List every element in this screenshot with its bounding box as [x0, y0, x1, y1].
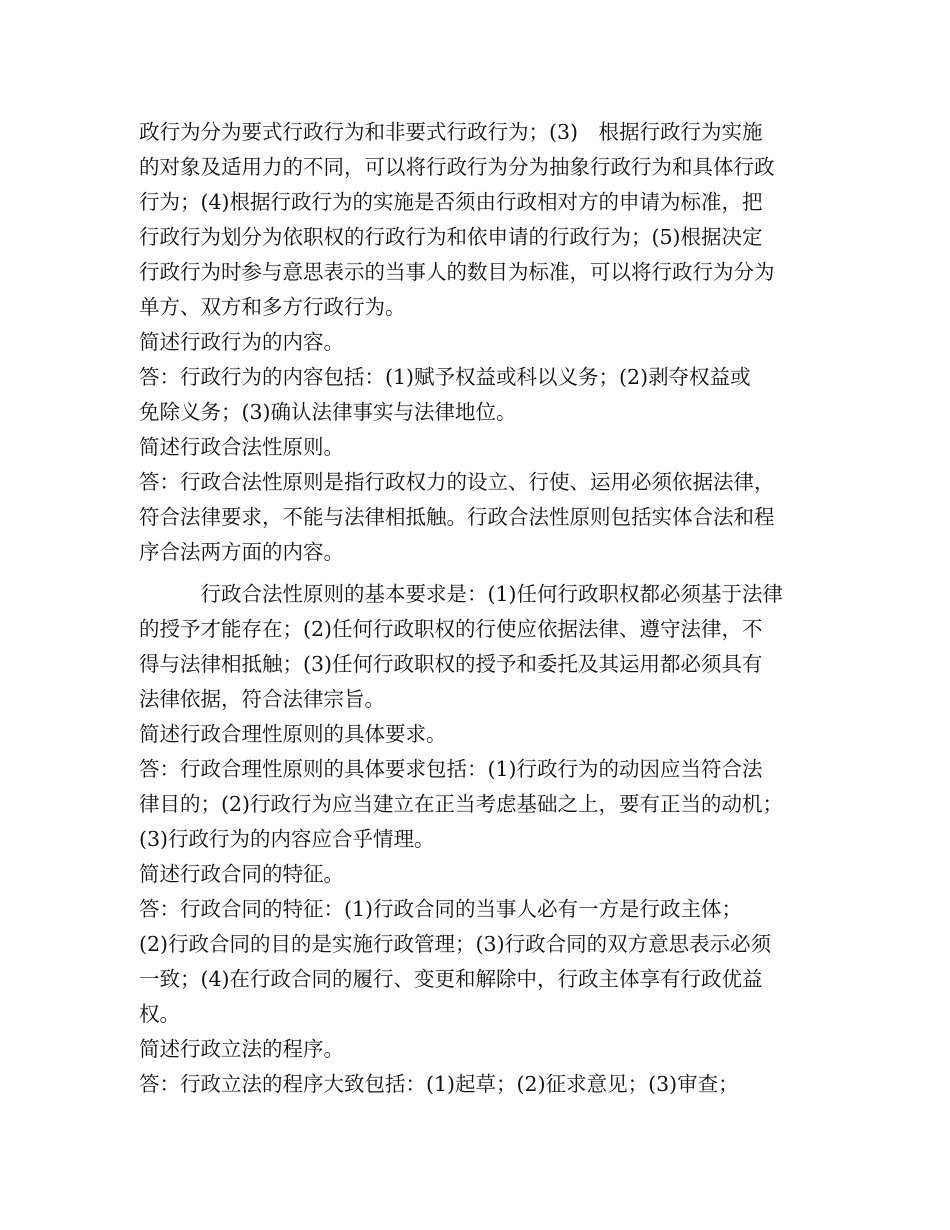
text-line: 的授予才能存在；(2)任何行政职权的行使应依据法律、遵守法律，不 [139, 617, 763, 641]
text-line: 律目的；(2)行政行为应当建立在正当考虑基础之上，要有正当的动机； [139, 792, 784, 816]
text-line: (2)行政合同的目的是实施行政管理；(3)行政合同的双方意思表示必须 [139, 932, 772, 956]
question-heading: 简述行政行为的内容。 [139, 330, 344, 354]
text-line: 行为；(4)根据行政行为的实施是否须由行政相对方的申请为标准，把 [139, 190, 763, 214]
answer-line: 答：行政行为的内容包括：(1)赋予权益或科以义务；(2)剥夺权益或 [139, 365, 751, 389]
text-line: 政行为分为要式行政行为和非要式行政行为；(3) 根据行政行为实施 [139, 120, 763, 144]
text-line: 权。 [139, 1002, 180, 1026]
text-line: (3)行政行为的内容应合乎情理。 [139, 827, 435, 851]
answer-line: 答：行政立法的程序大致包括：(1)起草；(2)征求意见；(3)审查； [139, 1072, 739, 1096]
text-line: 得与法律相抵触；(3)任何行政职权的授予和委托及其运用都必须具有 [139, 652, 763, 676]
question-heading: 简述行政合同的特征。 [139, 862, 344, 886]
answer-line: 答：行政合同的特征：(1)行政合同的当事人必有一方是行政主体； [139, 897, 743, 921]
text-line: 免除义务；(3)确认法律事实与法律地位。 [139, 400, 517, 424]
text-line: 符合法律要求，不能与法律相抵触。行政合法性原则包括实体合法和程 [139, 505, 775, 529]
answer-line: 答：行政合法性原则是指行政权力的设立、行使、运用必须依据法律， [139, 470, 775, 494]
text-line: 法律依据，符合法律宗旨。 [139, 687, 385, 711]
text-line: 行政行为时参与意思表示的当事人的数目为标准，可以将行政行为分为 [139, 260, 775, 284]
text-line: 单方、双方和多方行政行为。 [139, 295, 406, 319]
text-line: 行政合法性原则的基本要求是：(1)任何行政职权都必须基于法律 [139, 582, 784, 606]
question-heading: 简述行政立法的程序。 [139, 1037, 344, 1061]
question-heading: 简述行政合法性原则。 [139, 435, 344, 459]
text-line: 的对象及适用力的不同，可以将行政行为分为抽象行政行为和具体行政 [139, 155, 775, 179]
answer-line: 答：行政合理性原则的具体要求包括：(1)行政行为的动因应当符合法 [139, 757, 763, 781]
text-line: 序合法两方面的内容。 [139, 540, 344, 564]
text-line: 行政行为划分为依职权的行政行为和依申请的行政行为；(5)根据决定 [139, 225, 763, 249]
question-heading: 简述行政合理性原则的具体要求。 [139, 722, 447, 746]
text-line: 一致；(4)在行政合同的履行、变更和解除中，行政主体享有行政优益 [139, 967, 763, 991]
